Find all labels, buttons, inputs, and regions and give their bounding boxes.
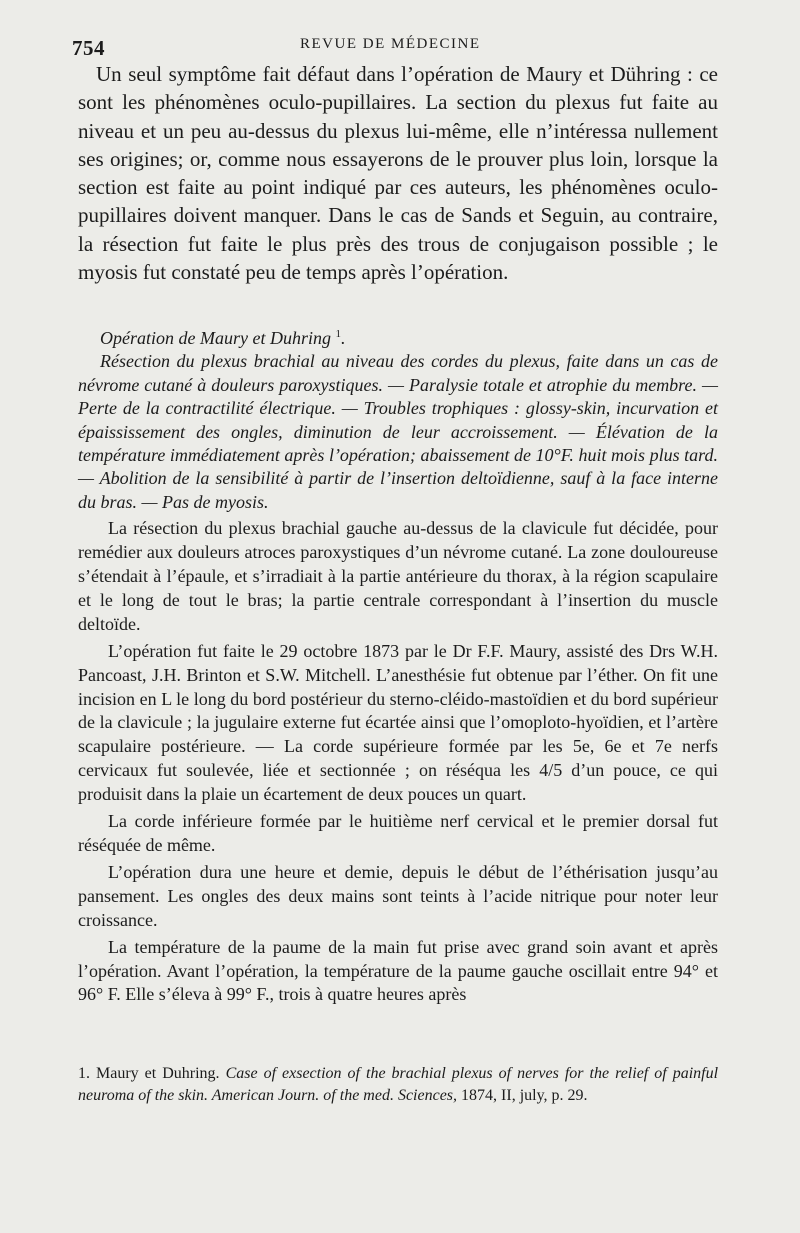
page-header — [72, 30, 740, 60]
section-title: Opération de Maury et Duhring $^1$. — [100, 328, 346, 349]
body-paragraph-4: L’opération dura une heure et demie, depuis le début de l’éthérisation jusqu’au pansement. Les ongles des deux mains sont teints à l’acide nitrique pour noter leur croissance. — [78, 861, 718, 930]
body-paragraph-3: La corde inférieure formée par le huitième nerf cervical et le premier dorsal fut réséquée de même. — [78, 811, 718, 855]
footnote — [78, 1063, 718, 1106]
page-number: 754 — [72, 36, 105, 60]
body-paragraph-5: La température de la paume de la main fut prise avec grand soin avant et après l’opération. Avant l’opération, la température de la paume gauche oscillait entre 94° et 96° F. Elle s’éleva à 99° F., trois à quatre heures après — [78, 936, 718, 1005]
footnote-title: Case of exsection of the brachial plexus of nerves for the relief of painful neuroma of the skin. American Journ. of the med. Sciences, — [78, 1065, 719, 1104]
case-summary: Résection du plexus brachial au niveau des cordes du plexus, faite dans un cas de névrome cutané à douleurs paroxystiques. — Paralysie totale et atrophie du membre. — Perte de la contractilité électrique. — Troubles trophiques : glossy-skin, incurvation et épaississement des ongles, diminution de leur accroissement. — Élévation de la température immédiatement après l’opération; abaissement de 10°F. huit mois plus tard. — Abolition de la sensibilité à partir de l’insertion deltoïdienne, sauf à la face interne du bras. — Pas de myosis. — [78, 351, 718, 512]
body-paragraph-1: La résection du plexus brachial gauche au-dessus de la clavicule fut décidée, pour remédier aux douleurs atroces paroxystiques d’un névrome cutané. La zone douloureuse s’étendait à l’épaule, et s’irradiait à la partie antérieure du thorax, à la région scapulaire et le long de tout le bras; la partie centrale correspondant à l’insertion du muscle deltoïde. — [78, 518, 718, 634]
footnote-reference: 1874, II, july, p. 29. — [461, 1086, 588, 1104]
footnote-ref: 1 — [335, 328, 341, 341]
main-text — [78, 60, 718, 1007]
running-head: REVUE DE MÉDECINE — [300, 36, 481, 52]
footnote-authors: Maury et Duhring. — [96, 1065, 220, 1082]
section-title-text: Opération de Maury et Duhring — [100, 328, 331, 349]
intro-paragraph: Un seul symptôme fait défaut dans l’opération de Maury et Dühring : ce sont les phénomènes oculo-pupillaires. La section du plexus fut faite au niveau et un peu au-dessus du plexus lui-même, elle n’intéressa nullement ses origines; or, comme nous essayerons de le prouver plus loin, lorsque la section est faite au point indiqué par ces auteurs, les phénomènes oculo-pupillaires doivent manquer. Dans le cas de Sands et Seguin, au contraire, la résection fut faite le plus près des trous de conjugaison possible ; le myosis fut constaté peu de temps après l’opération. — [78, 62, 718, 285]
body-paragraph-2: L’opération fut faite le 29 octobre 1873 par le Dr F.F. Maury, assisté des Drs W.H. Pancoast, J.H. Brinton et S.W. Mitchell. L’anesthésie fut obtenue par l’éther. On fit une incision en L le long du bord postérieur du sterno-cléido-mastoïdien et du bord supérieur de la clavicule ; la jugulaire externe fut écartée ainsi que l’omoploto-hyoïdien, et l’artère scapulaire postérieure. — La corde supérieure formée par les 5e, 6e et 7e nerfs cervicaux fut soulevée, liée et sectionnée ; on réséqua les 4/5 d’un pouce, ce qui produisit dans la plaie un écartement de deux pouces un quart. — [78, 640, 718, 805]
footnote-number: 1. — [78, 1065, 90, 1082]
